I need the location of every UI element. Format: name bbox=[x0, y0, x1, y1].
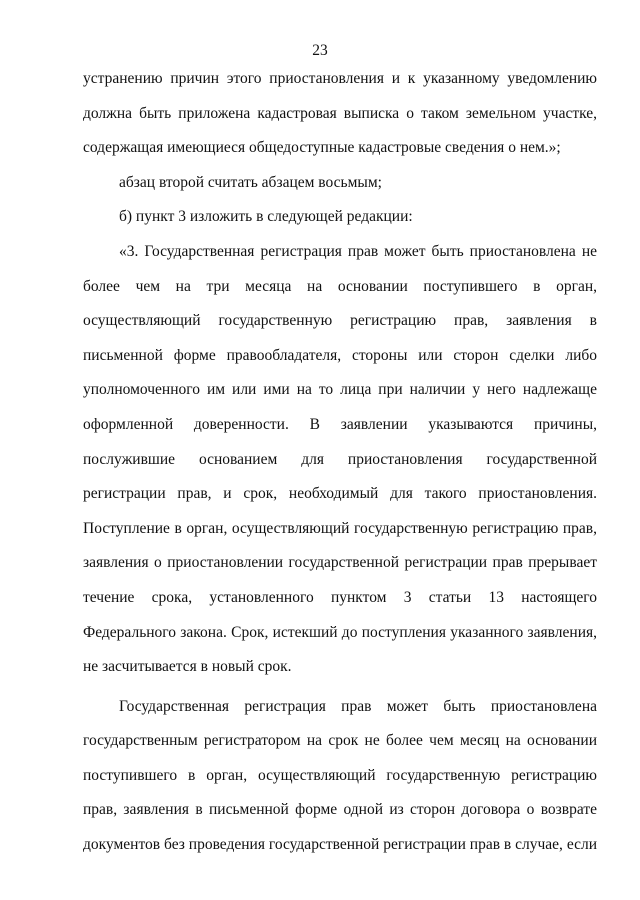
paragraph-continuation: устранению причин этого приостановления и к указанному уведомлению должна быть приложена кадастровая выписка о таком земельном участке, содержащая имеющиеся общедоступные кадастровые сведения о нем.»; bbox=[83, 70, 597, 157]
paragraph-punkt-3: «3. Государственная регистрация прав может быть приостановлена не более чем на три месяца на основании поступившего в орган, осуществляющий государственную регистрацию прав, заявления в письменной форме правообладателя, стороны или сторон сделки либо уполномоченного им или ими на то лица при наличии у него надлежаще оформленной доверенности. В заявлении указываются причины, послужившие основанием для приостановления государственной регистрации прав, и срок, необходимый для такого приостановления. Поступление в орган, осуществляющий государственную регистрацию прав, заявления о приостановлении государственной регистрации прав прерывает течение срока, установленного пунктом 3 статьи 13 настоящего Федерального закона. Срок, истекший до поступления указанного заявления, не засчитывается в новый срок. bbox=[83, 242, 597, 676]
paragraph-abzac: абзац второй считать абзацем восьмым; bbox=[119, 173, 382, 191]
paragraph-gosreg: Государственная регистрация прав может быть приостановлена государственным регистратором на срок не более чем месяц на основании поступившего в орган, осуществляющий государственную регистрацию прав, заявления в письменной форме одной из сторон договора о возврате документов без проведения государственной регистрации прав в случае, если bbox=[83, 697, 597, 854]
page-number: 23 bbox=[312, 42, 328, 59]
paragraph-punkt-b: б) пункт 3 изложить в следующей редакции: bbox=[119, 208, 413, 226]
document-body bbox=[83, 62, 597, 863]
